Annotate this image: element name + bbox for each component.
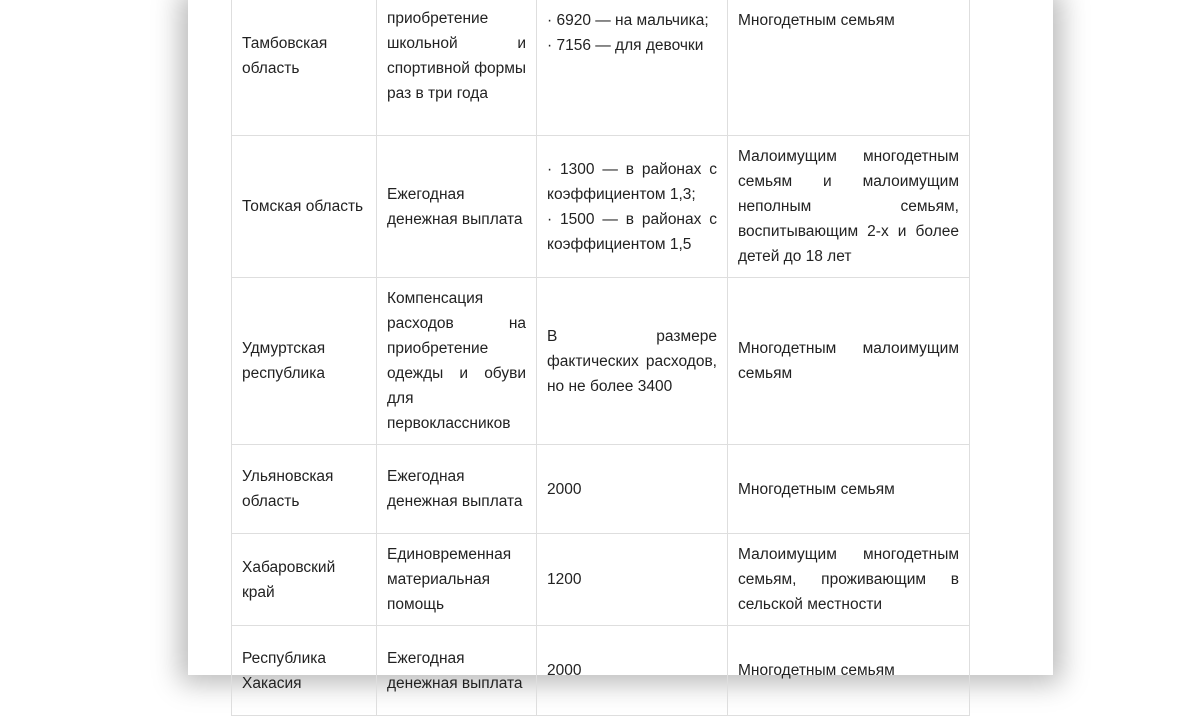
- benefit-type-cell: Компенсация расходов на приобретение одежды и обуви для первоклассников: [377, 278, 537, 445]
- benefit-type-cell: Ежегодная денежная выплата: [377, 445, 537, 534]
- recipients-cell: Многодетным семьям: [728, 0, 970, 136]
- table-row: [232, 445, 970, 534]
- benefit-type-cell: Единовременная материальная помощь: [377, 534, 537, 626]
- table-row: [232, 136, 970, 278]
- benefit-type-cell: приобретение школьной и спортивной формы раз в три года: [377, 0, 537, 136]
- table-row: [232, 626, 970, 716]
- benefits-table: [231, 0, 970, 716]
- region-cell: Томская область: [232, 136, 377, 278]
- region-cell: Ульяновская область: [232, 445, 377, 534]
- table-row: [232, 534, 970, 626]
- document-page: [188, 0, 1053, 692]
- amount-cell: [537, 445, 728, 534]
- amount-cell: [537, 0, 728, 136]
- table-row: [232, 278, 970, 445]
- recipients-cell: Малоимущим многодетным семьям и малоимущим неполным семьям, воспитывающим 2-х и более детей до 18 лет: [728, 136, 970, 278]
- amount-cell: [537, 626, 728, 716]
- amount-line: · 1300 — в районах с коэффициентом 1,3;: [547, 160, 717, 203]
- region-cell: Удмуртская республика: [232, 278, 377, 445]
- recipients-cell: Многодетным семьям: [728, 626, 970, 716]
- amount-line: · 1500 — в районах с коэффициентом 1,5: [547, 210, 717, 253]
- amount-cell: [537, 278, 728, 445]
- benefit-type-cell: Ежегодная денежная выплата: [377, 136, 537, 278]
- recipients-cell: Многодетным семьям: [728, 445, 970, 534]
- amount-line: · 6920 — на мальчика;: [547, 12, 709, 29]
- recipients-cell: Малоимущим многодетным семьям, проживающим в сельской местности: [728, 534, 970, 626]
- amount-line: 2000: [547, 480, 582, 498]
- amount-line: 1200: [547, 571, 582, 588]
- amount-line: В размере фактических расходов, но не более 3400: [547, 327, 717, 395]
- region-cell: Республика Хакасия: [232, 626, 377, 716]
- amount-line: 2000: [547, 662, 582, 679]
- amount-cell: [537, 136, 728, 278]
- amount-line: · 7156 — для девочки: [547, 37, 704, 54]
- region-cell: Хабаровский край: [232, 534, 377, 626]
- amount-cell: [537, 534, 728, 626]
- recipients-cell: Многодетным малоимущим семьям: [728, 278, 970, 445]
- benefit-type-cell: Ежегодная денежная выплата: [377, 626, 537, 716]
- table-row: [232, 0, 970, 136]
- region-cell: Тамбовская область: [232, 0, 377, 136]
